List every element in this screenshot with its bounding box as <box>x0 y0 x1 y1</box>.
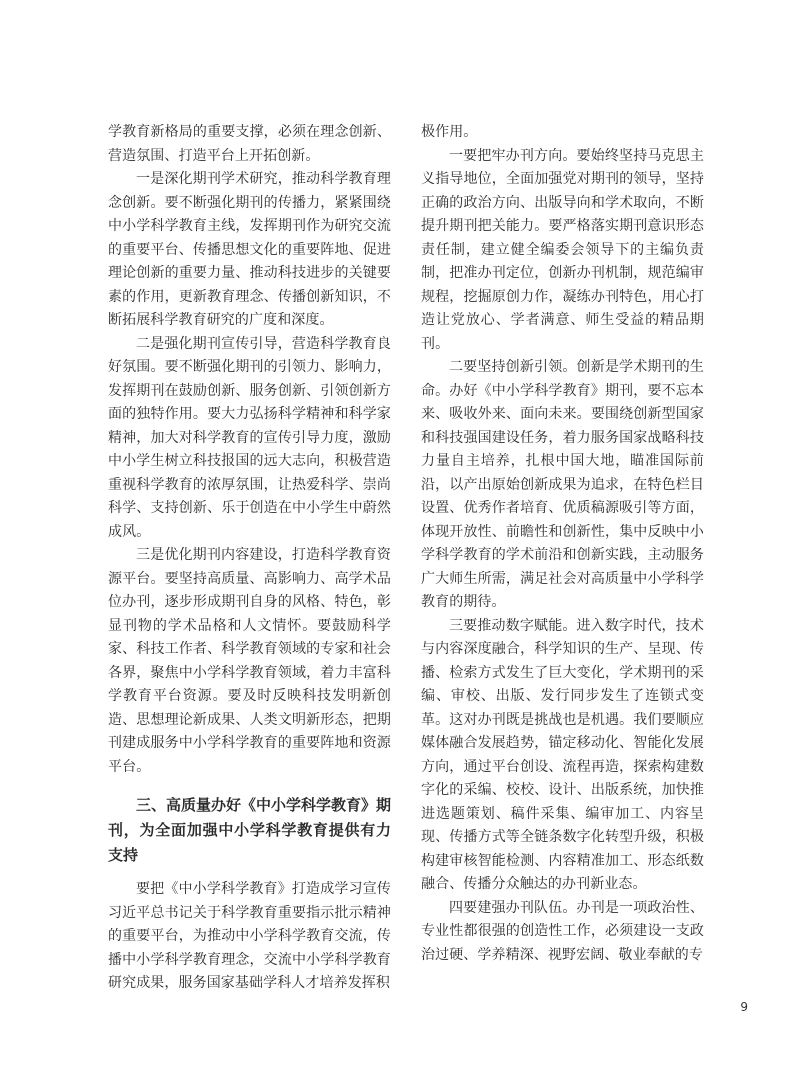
right-column <box>421 121 704 967</box>
paragraph-section-intro: 要把《中小学科学教育》打造成学习宣传习近平总书记关于科学教育重要指示批示精神的重要平台，为推动中小学科学教育交流，传播中小学科学教育理念，交流中小学科学教育研究成果，服务国家基础学科人才培养发挥积 <box>108 881 391 991</box>
section-heading: 三、高质量办好《中小学科学教育》期刊，为全面加强中小学科学教育提供有力支持 <box>108 796 392 864</box>
paragraph-content: 三是优化期刊内容建设，打造科学教育资源平台。要坚持高质量、高影响力、高学术品位办刊，逐步形成期刊自身的风格、特色，彰显刊物的学术品格和人文情怀。要鼓励科学家、科技工作者、科学教育领域的专家和社会各界，聚焦中小学科学教育领域，着力丰富科学教育平台资源。要及时反映科技发明新创造、思想理论新成果、人类文明新形态，把期刊建成服务中小学科学教育的重要阵地和资源平台。 <box>108 547 391 775</box>
page-number: 9 <box>740 1000 748 1014</box>
paragraph-team: 四要建强办刊队伍。办刊是一项政治性、专业性都很强的创造性工作，必须建设一支政治过硬、学养精深、视野宏阔、敬业奉献的专 <box>421 899 704 963</box>
paragraph-continuation: 学教育新格局的重要支撑，必须在理念创新、营造氛围、打造平台上开拓创新。 <box>108 124 391 164</box>
paragraph-innovation: 二要坚持创新引领。创新是学术期刊的生命。办好《中小学科学教育》期刊，要不忘本来、吸收外来、面向未来。要围绕创新型国家和科技强国建设任务，着力服务国家战略科技力量自主培养，扎根中国大地，瞄准国际前沿，以产出原始创新成果为追求，在特色栏目设置、优秀作者培育、优质稿源吸引等方面，体现开放性、前瞻性和创新性，集中反映中小学科学教育的学术前沿和创新实践，主动服务广大师生所需，满足社会对高质量中小学科学教育的期待。 <box>421 359 704 610</box>
paragraph-continuation: 极作用。 <box>421 124 478 140</box>
paragraph-publicity: 二是强化期刊宣传引导，营造科学教育良好氛围。要不断强化期刊的引领力、影响力，发挥期刊在鼓励创新、服务创新、引领创新方面的独特作用。要大力弘扬科学精神和科学家精神，加大对科学教育的宣传引导力度，激励中小学生树立科技报国的远大志向，积极营造重视科学教育的浓厚氛围，让热爱科学、崇尚科学、支持创新、乐于创造在中小学生中蔚然成风。 <box>108 335 391 540</box>
left-column <box>108 121 391 996</box>
paragraph-research: 一是深化期刊学术研究，推动科学教育理念创新。要不断强化期刊的传播力，紧紧围绕中小学科学教育主线，发挥期刊作为研究交流的重要平台、传播思想文化的重要阵地、促进理论创新的重要力量、推动科技进步的关键要素的作用，更新教育理念、传播创新知识，不断拓展科学教育研究的广度和深度。 <box>108 171 391 328</box>
paragraph-direction: 一要把牢办刊方向。要始终坚持马克思主义指导地位，全面加强党对期刊的领导，坚持正确的政治方向、出版导向和学术取向，不断提升期刊把关能力。要严格落实期刊意识形态责任制，建立健全编委会领导下的主编负责制，把准办刊定位，创新办刊机制，规范编审规程，挖掘原创力作，凝练办刊特色，用心打造让党放心、学者满意、师生受益的精品期刊。 <box>421 147 704 352</box>
paragraph-digital: 三要推动数字赋能。进入数字时代，技术与内容深度融合，科学知识的生产、呈现、传播、检索方式发生了巨大变化，学术期刊的采编、审校、出版、发行同步发生了连锁式变革。这对办刊既是挑战也是机遇。我们要顺应媒体融合发展趋势，锚定移动化、智能化发展方向，通过平台创设、流程再造，探索构建数字化的采编、校校、设计、出版系统，加快推进选题策划、稿件采集、编审加工、内容呈现、传播方式等全链条数字化转型升级，积极构建审核智能检测、内容精准加工、形态纸数融合、传播分众触达的办刊新业态。 <box>421 617 704 892</box>
